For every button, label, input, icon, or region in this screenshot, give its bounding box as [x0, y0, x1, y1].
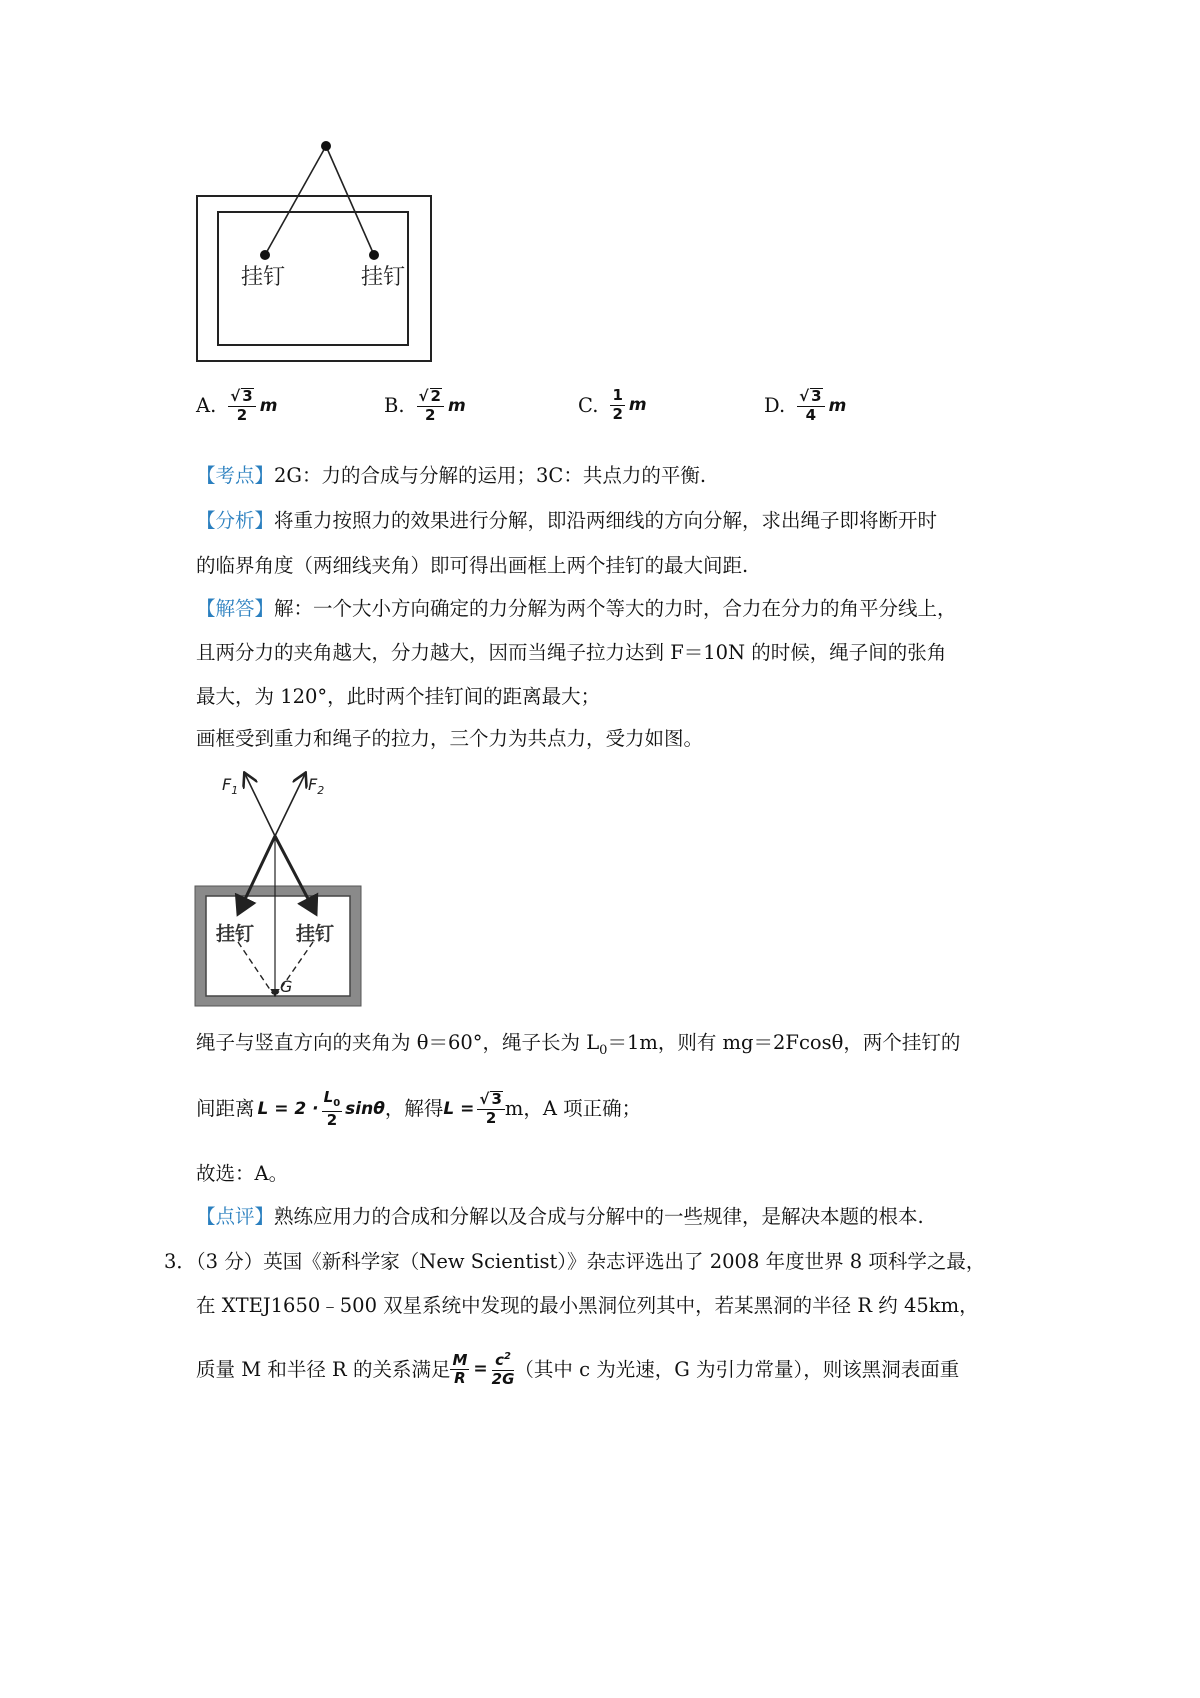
jieda-line-5: 绳子与竖直方向的夹角为 θ＝60°，绳子长为 $L_0=1m$，则有 mg＝2Fcosθ，两个挂钉的	[196, 1031, 961, 1058]
option-a: A. $\frac{√ 3}{2}$ m	[196, 387, 278, 424]
force-f1-arrow	[245, 774, 275, 836]
formula-m-over-r: $\frac{M}{R}$	[452, 1350, 468, 1388]
figure-force-diagram	[192, 762, 364, 1012]
nail-right-label: 挂钉	[361, 265, 406, 290]
jieda-line-4: 画框受到重力和绳子的拉力，三个力为共点力，受力如图。	[196, 727, 704, 750]
formula-c2-over-2g: $\frac{c^2}{2G}$	[491, 1351, 515, 1388]
formula-l-result: L =	[443, 1098, 475, 1119]
jieda-line-7: 故选：A。	[196, 1162, 289, 1185]
formula-l-lhs: L = 2 ·	[257, 1098, 319, 1119]
frame-inner-white	[206, 896, 350, 996]
nail-left-label: 挂钉	[241, 265, 286, 290]
nail-left-label-2: 挂钉	[216, 923, 255, 945]
figure-frame-hanging	[196, 138, 436, 364]
dianping-line: 【点评】熟练应用力的合成和分解以及合成与分解中的一些规律，是解决本题的根本.	[196, 1205, 924, 1228]
jieda-line-3: 最大，为 120°，此时两个挂钉间的距离最大；	[196, 685, 601, 708]
force-f2-arrow	[275, 774, 305, 836]
top-nail-dot	[321, 141, 331, 151]
option-c: C. $\frac{1}{2}$ m	[578, 386, 647, 423]
label-g: G	[280, 977, 293, 996]
jieda-line-6: 间距离 L = 2 · $\frac{L_0}{2}$ sinθ ，解得 L = $\frac{√ 3}{2}$ m，A 项正确；	[196, 1088, 642, 1129]
jieda-tag: 【解答】	[196, 597, 275, 620]
option-d: D. $\frac{√ 3}{4}$ m	[764, 387, 847, 424]
jieda-line-2: 且两分力的夹角越大，分力越大，因而当绳子拉力达到 F＝10N 的时候，绳子间的张角	[196, 641, 947, 664]
nail-left-dot	[260, 250, 270, 260]
q3-number: 3．	[164, 1250, 196, 1273]
string-right	[326, 146, 374, 255]
fenxi-tag: 【分析】	[196, 509, 275, 532]
fenxi-line-1: 【分析】将重力按照力的效果进行分解，即沿两细线的方向分解，求出绳子即将断开时	[196, 509, 938, 532]
q3-line-3: 质量 M 和半径 R 的关系满足 $\frac{M}{R}$ = $\frac{c^2}{2G}$ （其中 c 为光速，G 为引力常量），则该黑洞表面重	[196, 1350, 960, 1388]
nail-right-label-2: 挂钉	[296, 923, 335, 945]
label-f2: $F_2$	[308, 775, 325, 797]
q3-line-2: 在 XTEJ1650﹣500 双星系统中发现的最小黑洞位列其中，若某黑洞的半径 R 约 45km，	[196, 1294, 979, 1317]
label-f1: $F_1$	[222, 775, 239, 797]
kaodian-line: 【考点】2G：力的合成与分解的运用；3C：共点力的平衡.	[196, 464, 707, 487]
option-b: B. $\frac{√ 2}{2}$ m	[384, 387, 466, 424]
nail-right-dot	[369, 250, 379, 260]
fenxi-line-2: 的临界角度（两细线夹角）即可得出画框上两个挂钉的最大间距.	[196, 554, 749, 577]
q3-line-1: 3．（3 分）英国《新科学家（New Scientist）》杂志评选出了 2008 年度世界 8 项科学之最，	[164, 1250, 986, 1273]
jieda-line-1: 【解答】解：一个大小方向确定的力分解为两个等大的力时，合力在分力的角平分线上，	[196, 597, 957, 620]
formula-l0-over-2: $\frac{L_0}{2}$	[323, 1088, 341, 1129]
string-left	[265, 146, 326, 255]
dianping-tag: 【点评】	[196, 1205, 275, 1228]
kaodian-tag: 【考点】	[196, 464, 275, 487]
